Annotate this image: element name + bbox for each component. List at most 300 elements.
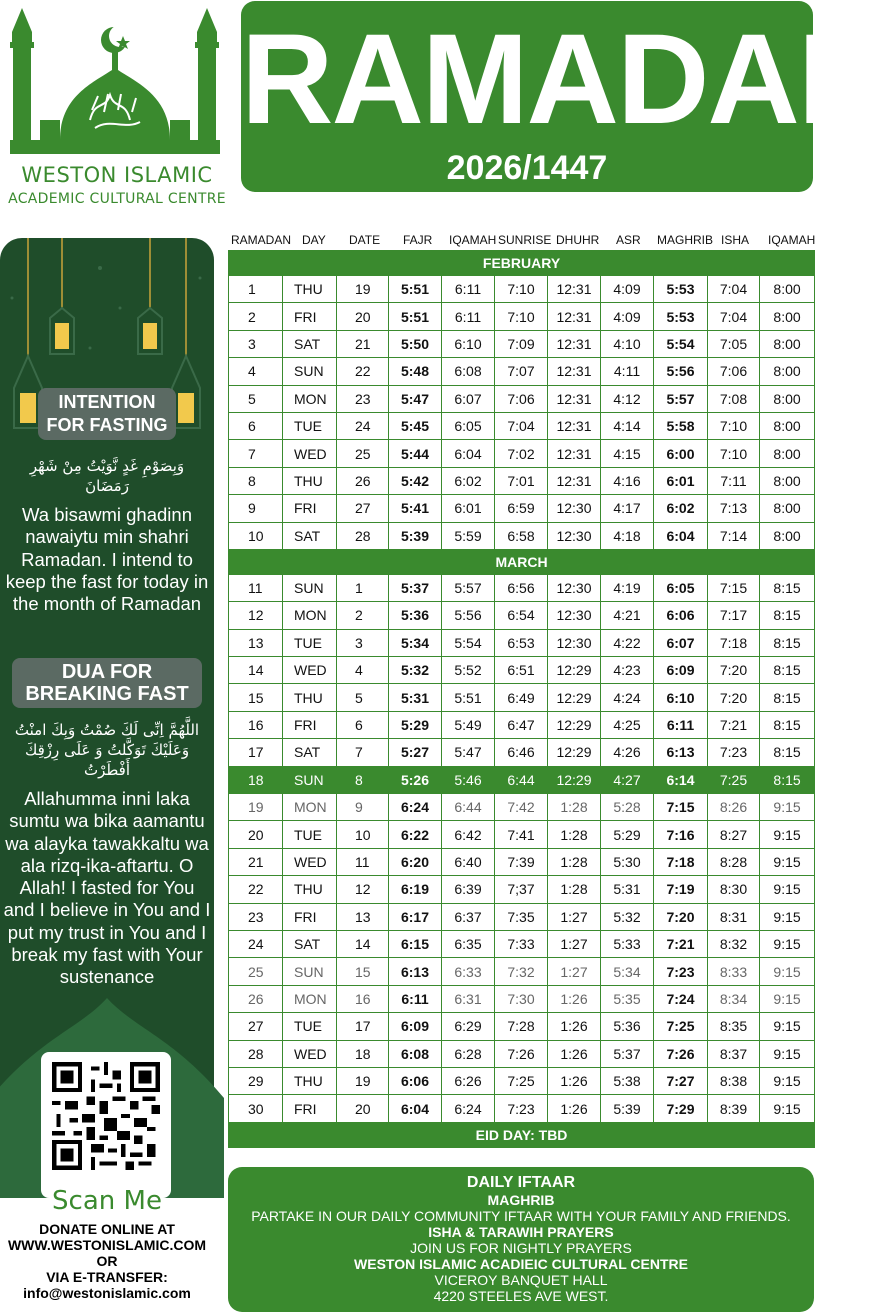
cell-fajr: 5:32 [389,657,442,684]
cell-asr: 4:09 [601,276,654,303]
cell-dhuhr: 1:28 [548,876,601,903]
table-row [229,766,815,793]
cell-isha-iqamah: 8:00 [760,467,815,494]
table-row [229,876,815,903]
cell-fajr-iqamah: 6:02 [442,467,495,494]
cell-sunrise: 7:28 [495,1013,548,1040]
cell-fajr-iqamah: 6:35 [442,930,495,957]
cell-maghrib: 7:27 [654,1067,708,1094]
isha-tarawih-title: ISHA & TARAWIH PRAYERS [428,1224,614,1240]
cell-date: 7 [337,739,389,766]
cell-asr: 4:12 [601,385,654,412]
cell-asr: 5:28 [601,794,654,821]
cell-sunrise: 6:58 [495,522,548,549]
cell-fajr-iqamah: 5:57 [442,574,495,601]
cell-isha-iqamah: 9:15 [760,930,815,957]
cell-isha: 7:04 [708,276,760,303]
cell-isha: 7:10 [708,412,760,439]
cell-ramadan-day: 16 [229,711,283,738]
cell-isha-iqamah: 8:00 [760,276,815,303]
cell-weekday: WED [283,657,337,684]
cell-ramadan-day: 20 [229,821,283,848]
intention-arabic: وَبِصَوْمِ غَدٍ نَّوَيْتُ مِنْ شَهْرِ رَمَضَانَ [29,457,185,495]
table-row [229,440,815,467]
header-date: DATE [349,233,381,247]
cell-sunrise: 6:53 [495,629,548,656]
banner-year: 2026/1447 [446,149,608,187]
qr-code[interactable] [52,1062,160,1170]
qr-code-frame[interactable] [41,1052,171,1198]
cell-isha: 8:39 [708,1095,760,1122]
cell-weekday: THU [283,684,337,711]
cell-isha-iqamah: 8:00 [760,412,815,439]
cell-asr: 5:33 [601,930,654,957]
cell-isha: 7:18 [708,629,760,656]
cell-isha: 8:34 [708,985,760,1012]
cell-sunrise: 7:35 [495,903,548,930]
cell-dhuhr: 12:31 [548,467,601,494]
table-row [229,711,815,738]
cell-sunrise: 6:47 [495,711,548,738]
cell-date: 4 [337,657,389,684]
iftaar-title: DAILY IFTAAR [466,1174,576,1191]
table-row [229,985,815,1012]
cell-maghrib: 7:26 [654,1040,708,1067]
cell-isha: 8:37 [708,1040,760,1067]
table-row [229,1040,815,1067]
cell-asr: 4:22 [601,629,654,656]
cell-fajr-iqamah: 6:26 [442,1067,495,1094]
cell-sunrise: 7:01 [495,467,548,494]
cell-date: 17 [337,1013,389,1040]
cell-fajr-iqamah: 5:51 [442,684,495,711]
donate-line: DONATE ONLINE AT [39,1221,175,1237]
cell-ramadan-day: 3 [229,330,283,357]
cell-fajr: 6:11 [389,985,442,1012]
cell-sunrise: 7:42 [495,794,548,821]
cell-isha-iqamah: 8:15 [760,657,815,684]
cell-asr: 5:35 [601,985,654,1012]
table-row [229,821,815,848]
cell-date: 5 [337,684,389,711]
cell-fajr-iqamah: 6:39 [442,876,495,903]
table-row [229,794,815,821]
cell-dhuhr: 12:30 [548,602,601,629]
cell-asr: 4:27 [601,766,654,793]
cell-sunrise: 7:02 [495,440,548,467]
prayer-times-table [228,250,815,1148]
cell-isha: 7:20 [708,684,760,711]
cell-isha-iqamah: 9:15 [760,876,815,903]
cell-isha: 7:14 [708,522,760,549]
header-day: DAY [302,233,326,247]
cell-maghrib: 6:01 [654,467,708,494]
cell-maghrib: 6:00 [654,440,708,467]
cell-isha: 7:13 [708,495,760,522]
cell-maghrib: 5:53 [654,303,708,330]
cell-dhuhr: 12:31 [548,440,601,467]
cell-dhuhr: 12:31 [548,303,601,330]
cell-asr: 5:36 [601,1013,654,1040]
cell-fajr: 5:51 [389,276,442,303]
cell-isha-iqamah: 9:15 [760,1095,815,1122]
cell-weekday: SUN [283,958,337,985]
table-row [229,657,815,684]
cell-fajr: 5:29 [389,711,442,738]
month-header-march [229,549,815,574]
cell-weekday: FRI [283,1095,337,1122]
cell-asr: 4:10 [601,330,654,357]
cell-asr: 4:16 [601,467,654,494]
cell-date: 13 [337,903,389,930]
cell-dhuhr: 12:30 [548,522,601,549]
cell-isha: 7:25 [708,766,760,793]
cell-fajr: 5:37 [389,574,442,601]
header-iqamah: IQAMAH [449,233,497,247]
cell-maghrib: 6:07 [654,629,708,656]
cell-fajr: 5:47 [389,385,442,412]
cell-isha-iqamah: 9:15 [760,848,815,875]
cell-isha: 7:04 [708,303,760,330]
mosque-logo [0,0,230,220]
cell-maghrib: 5:57 [654,385,708,412]
cell-isha: 8:28 [708,848,760,875]
cell-asr: 5:38 [601,1067,654,1094]
cell-isha: 8:30 [708,876,760,903]
cell-fajr-iqamah: 6:33 [442,958,495,985]
venue-address: 4220 STEELES AVE WEST. [433,1288,609,1304]
cell-fajr: 5:48 [389,358,442,385]
title-banner [241,1,888,192]
cell-dhuhr: 1:27 [548,903,601,930]
cell-ramadan-day: 10 [229,522,283,549]
cell-fajr-iqamah: 6:29 [442,1013,495,1040]
cell-fajr-iqamah: 6:04 [442,440,495,467]
cell-date: 19 [337,276,389,303]
cell-maghrib: 7:21 [654,930,708,957]
cell-weekday: WED [283,848,337,875]
cell-isha-iqamah: 8:00 [760,385,815,412]
cell-dhuhr: 12:29 [548,711,601,738]
cell-isha: 7:05 [708,330,760,357]
donate-line: VIA E-TRANSFER: [46,1269,168,1285]
cell-isha-iqamah: 8:15 [760,602,815,629]
cell-dhuhr: 12:30 [548,495,601,522]
cell-fajr-iqamah: 6:31 [442,985,495,1012]
org-name-line1: WESTON ISLAMIC [21,163,213,187]
cell-fajr: 5:44 [389,440,442,467]
cell-asr: 4:18 [601,522,654,549]
cell-maghrib: 7:20 [654,903,708,930]
cell-fajr: 6:09 [389,1013,442,1040]
table-row [229,574,815,601]
cell-fajr-iqamah: 5:49 [442,711,495,738]
table-row [229,358,815,385]
cell-date: 2 [337,602,389,629]
cell-sunrise: 6:56 [495,574,548,601]
cell-weekday: THU [283,276,337,303]
cell-dhuhr: 12:31 [548,358,601,385]
cell-date: 6 [337,711,389,738]
cell-ramadan-day: 23 [229,903,283,930]
cell-fajr-iqamah: 6:01 [442,495,495,522]
cell-isha-iqamah: 8:00 [760,330,815,357]
cell-maghrib: 6:13 [654,739,708,766]
cell-sunrise: 7:23 [495,1095,548,1122]
cell-weekday: SUN [283,766,337,793]
cell-ramadan-day: 13 [229,629,283,656]
cell-sunrise: 6:46 [495,739,548,766]
cell-maghrib: 6:05 [654,574,708,601]
table-row [229,739,815,766]
cell-sunrise: 6:59 [495,495,548,522]
cell-sunrise: 7:33 [495,930,548,957]
cell-isha: 7:11 [708,467,760,494]
isha-tarawih-text: JOIN US FOR NIGHTLY PRAYERS [410,1240,632,1256]
cell-date: 14 [337,930,389,957]
cell-ramadan-day: 25 [229,958,283,985]
table-row [229,1013,815,1040]
donate-website-link[interactable]: WWW.WESTONISLAMIC.COM [7,1237,207,1253]
cell-isha-iqamah: 8:00 [760,440,815,467]
cell-isha: 7:10 [708,440,760,467]
table-row [229,412,815,439]
cell-fajr-iqamah: 6:08 [442,358,495,385]
cell-asr: 4:11 [601,358,654,385]
cell-fajr-iqamah: 6:05 [442,412,495,439]
cell-date: 11 [337,848,389,875]
cell-fajr-iqamah: 5:46 [442,766,495,793]
cell-sunrise: 6:54 [495,602,548,629]
cell-fajr-iqamah: 6:11 [442,276,495,303]
cell-isha-iqamah: 9:15 [760,903,815,930]
cell-fajr-iqamah: 6:28 [442,1040,495,1067]
table-row [229,1067,815,1094]
cell-maghrib: 6:04 [654,522,708,549]
header-fajr: FAJR [403,233,433,247]
cell-maghrib: 7:16 [654,821,708,848]
cell-isha-iqamah: 8:15 [760,739,815,766]
cell-sunrise: 7:25 [495,1067,548,1094]
cell-fajr-iqamah: 5:47 [442,739,495,766]
cell-asr: 5:37 [601,1040,654,1067]
cell-asr: 4:24 [601,684,654,711]
cell-sunrise: 7:06 [495,385,548,412]
cell-dhuhr: 12:30 [548,629,601,656]
cell-isha-iqamah: 9:15 [760,985,815,1012]
cell-isha: 7:06 [708,358,760,385]
cell-ramadan-day: 12 [229,602,283,629]
cell-dhuhr: 1:27 [548,958,601,985]
cell-isha: 7:15 [708,574,760,601]
cell-weekday: SUN [283,358,337,385]
cell-isha-iqamah: 8:00 [760,303,815,330]
header-asr: ASR [616,233,641,247]
cell-ramadan-day: 5 [229,385,283,412]
cell-asr: 4:19 [601,574,654,601]
cell-dhuhr: 12:29 [548,739,601,766]
cell-ramadan-day: 29 [229,1067,283,1094]
table-row [229,903,815,930]
cell-fajr: 5:34 [389,629,442,656]
cell-dhuhr: 1:26 [548,1067,601,1094]
table-row [229,958,815,985]
cell-weekday: SAT [283,930,337,957]
table-row [229,495,815,522]
cell-weekday: THU [283,876,337,903]
cell-date: 3 [337,629,389,656]
table-row [229,467,815,494]
cell-asr: 5:30 [601,848,654,875]
table-row [229,848,815,875]
table-row [229,602,815,629]
cell-fajr-iqamah: 6:44 [442,794,495,821]
cell-fajr-iqamah: 6:07 [442,385,495,412]
iftaar-description: PARTAKE IN OUR DAILY COMMUNITY IFTAAR WITH YOUR FAMILY AND FRIENDS. [251,1208,791,1224]
cell-date: 21 [337,330,389,357]
cell-sunrise: 7:04 [495,412,548,439]
cell-asr: 4:23 [601,657,654,684]
cell-isha: 8:38 [708,1067,760,1094]
cell-fajr-iqamah: 5:59 [442,522,495,549]
cell-weekday: FRI [283,903,337,930]
cell-maghrib: 5:58 [654,412,708,439]
cell-date: 9 [337,794,389,821]
cell-dhuhr: 1:26 [548,985,601,1012]
cell-date: 22 [337,358,389,385]
cell-isha-iqamah: 9:15 [760,794,815,821]
table-row [229,930,815,957]
cell-isha: 8:26 [708,794,760,821]
cell-dhuhr: 12:31 [548,276,601,303]
cell-fajr-iqamah: 6:11 [442,303,495,330]
banner-title: RAMADAN [241,8,888,151]
cell-isha-iqamah: 8:15 [760,574,815,601]
cell-isha-iqamah: 8:15 [760,766,815,793]
cell-isha-iqamah: 8:00 [760,358,815,385]
cell-sunrise: 7:39 [495,848,548,875]
cell-sunrise: 7:26 [495,1040,548,1067]
month-header-march-label: MARCH [229,549,815,574]
cell-ramadan-day: 2 [229,303,283,330]
table-row [229,684,815,711]
cell-date: 19 [337,1067,389,1094]
cell-isha-iqamah: 9:15 [760,1013,815,1040]
iftaar-maghrib: MAGHRIB [487,1192,555,1208]
cell-asr: 4:21 [601,602,654,629]
cell-weekday: THU [283,1067,337,1094]
cell-asr: 5:29 [601,821,654,848]
cell-date: 10 [337,821,389,848]
cell-date: 16 [337,985,389,1012]
cell-weekday: THU [283,467,337,494]
cell-maghrib: 6:09 [654,657,708,684]
cell-maghrib: 6:14 [654,766,708,793]
cell-fajr-iqamah: 6:24 [442,1095,495,1122]
cell-date: 25 [337,440,389,467]
dua-title: DUA FOR BREAKING FAST [12,658,202,708]
table-row [229,303,815,330]
iftaar-info-box [228,1167,814,1312]
cell-weekday: WED [283,440,337,467]
intention-title: INTENTION FOR FASTING [38,388,176,440]
header-dhuhr: DHUHR [556,233,600,247]
table-header [228,231,814,249]
cell-isha: 8:31 [708,903,760,930]
cell-fajr: 5:26 [389,766,442,793]
donate-email-link[interactable]: info@westonislamic.com [23,1285,191,1301]
cell-maghrib: 5:53 [654,276,708,303]
cell-isha-iqamah: 9:15 [760,1040,815,1067]
month-header-february-label: FEBRUARY [229,251,815,276]
cell-maghrib: 7:15 [654,794,708,821]
cell-weekday: FRI [283,495,337,522]
donate-line: OR [96,1253,118,1269]
header-maghrib: MAGHRIB [657,233,714,247]
cell-fajr: 6:22 [389,821,442,848]
cell-weekday: MON [283,385,337,412]
cell-maghrib: 7:29 [654,1095,708,1122]
month-header-february [229,251,815,276]
cell-weekday: TUE [283,412,337,439]
cell-ramadan-day: 4 [229,358,283,385]
cell-weekday: FRI [283,711,337,738]
cell-asr: 5:31 [601,876,654,903]
cell-fajr: 5:42 [389,467,442,494]
cell-weekday: WED [283,1040,337,1067]
donate-info [0,1221,214,1301]
dua-text: Allahumma inni laka sumtu wa bika aamantu wa alayka tawakkaltu wa ala rizq-ika-aftartu. O Allah! I fasted for You and I believe in You and I put my trust in You and I break my fast with Your sustenance [3,788,211,988]
cell-ramadan-day: 8 [229,467,283,494]
cell-date: 12 [337,876,389,903]
cell-sunrise: 7:10 [495,276,548,303]
cell-fajr: 6:08 [389,1040,442,1067]
cell-isha-iqamah: 8:15 [760,629,815,656]
cell-sunrise: 6:44 [495,766,548,793]
cell-isha-iqamah: 9:15 [760,1067,815,1094]
header-ramadan: RAMADAN [231,233,292,247]
cell-date: 15 [337,958,389,985]
cell-sunrise: 7;37 [495,876,548,903]
cell-asr: 4:14 [601,412,654,439]
cell-dhuhr: 12:31 [548,330,601,357]
cell-sunrise: 7:41 [495,821,548,848]
cell-date: 23 [337,385,389,412]
cell-ramadan-day: 15 [229,684,283,711]
cell-ramadan-day: 17 [229,739,283,766]
cell-weekday: SAT [283,739,337,766]
cell-asr: 4:17 [601,495,654,522]
table-row [229,522,815,549]
cell-dhuhr: 12:29 [548,684,601,711]
cell-date: 20 [337,1095,389,1122]
table-row [229,385,815,412]
cell-sunrise: 7:09 [495,330,548,357]
cell-asr: 4:15 [601,440,654,467]
cell-fajr: 6:06 [389,1067,442,1094]
cell-maghrib: 7:19 [654,876,708,903]
cell-date: 28 [337,522,389,549]
cell-isha: 8:27 [708,821,760,848]
cell-isha: 7:20 [708,657,760,684]
cell-ramadan-day: 6 [229,412,283,439]
cell-weekday: SAT [283,330,337,357]
cell-fajr: 5:27 [389,739,442,766]
cell-weekday: MON [283,985,337,1012]
cell-maghrib: 7:25 [654,1013,708,1040]
cell-ramadan-day: 24 [229,930,283,957]
cell-date: 24 [337,412,389,439]
